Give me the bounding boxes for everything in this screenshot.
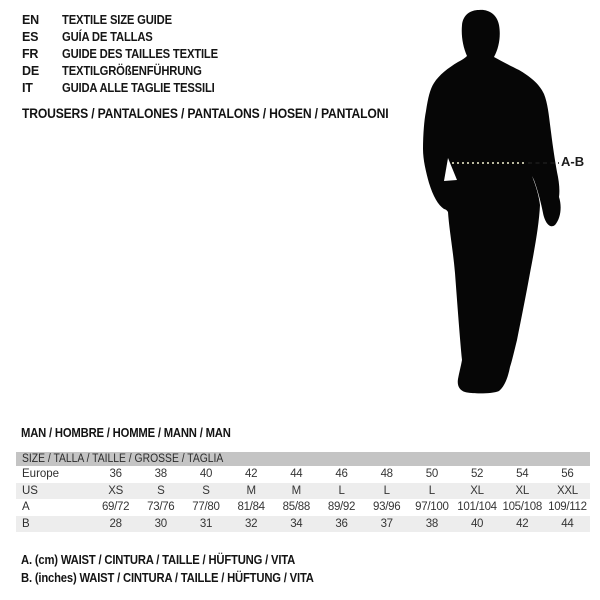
size-cell: 31 (199, 517, 213, 530)
product-category-text: TROUSERS / PANTALONES / PANTALONS / HOSEN / PANTALONI (22, 106, 389, 121)
size-cell: 85/88 (282, 501, 310, 514)
size-cell: 48 (380, 468, 393, 481)
language-row-it (22, 79, 235, 96)
size-cell: 42 (245, 468, 258, 481)
language-row-fr (22, 45, 235, 62)
size-cell: 52 (470, 468, 484, 481)
size-cell: 89/92 (327, 501, 356, 514)
size-cell: 38 (425, 517, 438, 530)
size-cell: 81/84 (237, 501, 265, 514)
size-cell: XL (515, 484, 529, 497)
size-cell: 50 (425, 468, 438, 481)
language-title: TEXTILGRÖßENFÜHRUNG (62, 63, 202, 78)
size-cell: 73/76 (147, 501, 175, 514)
size-cell: 38 (154, 468, 167, 481)
language-row-de (22, 62, 235, 79)
row-label: US (22, 484, 38, 497)
language-code: EN (22, 12, 39, 27)
size-cell: 34 (290, 517, 303, 530)
size-cell: XL (470, 484, 484, 497)
size-cell: M (291, 484, 301, 497)
size-table-row-b-inches (16, 516, 590, 533)
size-cell: 54 (516, 468, 529, 481)
size-cell: 40 (199, 468, 213, 481)
size-cell: 105/108 (502, 501, 542, 514)
language-code: FR (22, 46, 39, 61)
size-cell: XS (108, 484, 123, 497)
language-title: GUIDE DES TAILLES TEXTILE (62, 46, 218, 61)
language-row-en (22, 11, 235, 28)
size-cell: S (157, 484, 165, 497)
size-cell: 93/96 (373, 501, 401, 514)
size-cell: 101/104 (457, 501, 497, 514)
language-title-list (22, 11, 235, 96)
language-title: GUIDA ALLE TAGLIE TESSILI (62, 80, 215, 95)
size-cell: L (428, 484, 435, 497)
size-cell: 56 (561, 468, 574, 481)
product-category-title (22, 106, 429, 123)
size-cell: 46 (335, 468, 348, 481)
size-cell: 32 (245, 517, 258, 530)
size-table-row-europe (16, 466, 590, 483)
size-table-header (16, 452, 590, 466)
row-label: A (22, 501, 30, 514)
gender-section-text: MAN / HOMBRE / HOMME / MANN / MAN (21, 426, 231, 440)
row-label: Europe (22, 468, 60, 481)
size-cell: 77/80 (192, 501, 220, 514)
footnote-a-text: A. (cm) WAIST / CINTURA / TAILLE / HÜFTUNG / VITA (21, 553, 296, 567)
size-cell: 69/72 (101, 501, 130, 514)
language-row-es (22, 28, 235, 45)
size-cell: 37 (380, 517, 393, 530)
measure-ab-label: A-B (561, 154, 585, 169)
row-label: B (22, 517, 30, 530)
size-cell: M (246, 484, 256, 497)
footnote-b (21, 571, 346, 589)
size-cell: L (383, 484, 390, 497)
language-title: TEXTILE SIZE GUIDE (62, 12, 172, 27)
language-title: GUÍA DE TALLAS (62, 29, 153, 44)
size-cell: 97/100 (415, 501, 449, 514)
language-code: DE (22, 63, 39, 78)
language-code: IT (22, 80, 33, 95)
size-table-row-us (16, 483, 590, 500)
size-cell: 40 (470, 517, 484, 530)
size-cell: L (338, 484, 345, 497)
footnotes (21, 553, 346, 588)
size-cell: 28 (109, 517, 122, 530)
size-cell: 36 (335, 517, 348, 530)
size-cell: 36 (109, 468, 122, 481)
size-cell: 44 (561, 517, 574, 530)
size-cell: XXL (556, 484, 578, 497)
man-silhouette-icon (395, 0, 600, 410)
language-code: ES (22, 29, 39, 44)
size-cell: S (202, 484, 210, 497)
man-silhouette-figure (395, 0, 600, 410)
size-cell: 44 (290, 468, 303, 481)
size-table-header-text: SIZE / TALLA / TAILLE / GRÖSSE / TAGLIA (22, 453, 224, 465)
footnote-a (21, 553, 346, 571)
size-cell: 42 (516, 517, 529, 530)
gender-section-title (21, 426, 254, 442)
size-table (16, 452, 590, 532)
size-cell: 109/112 (548, 501, 587, 514)
size-cell: 30 (154, 517, 167, 530)
size-table-row-a-cm (16, 499, 590, 516)
footnote-b-text: B. (inches) WAIST / CINTURA / TAILLE / HÜFTUNG / VITA (21, 570, 314, 585)
